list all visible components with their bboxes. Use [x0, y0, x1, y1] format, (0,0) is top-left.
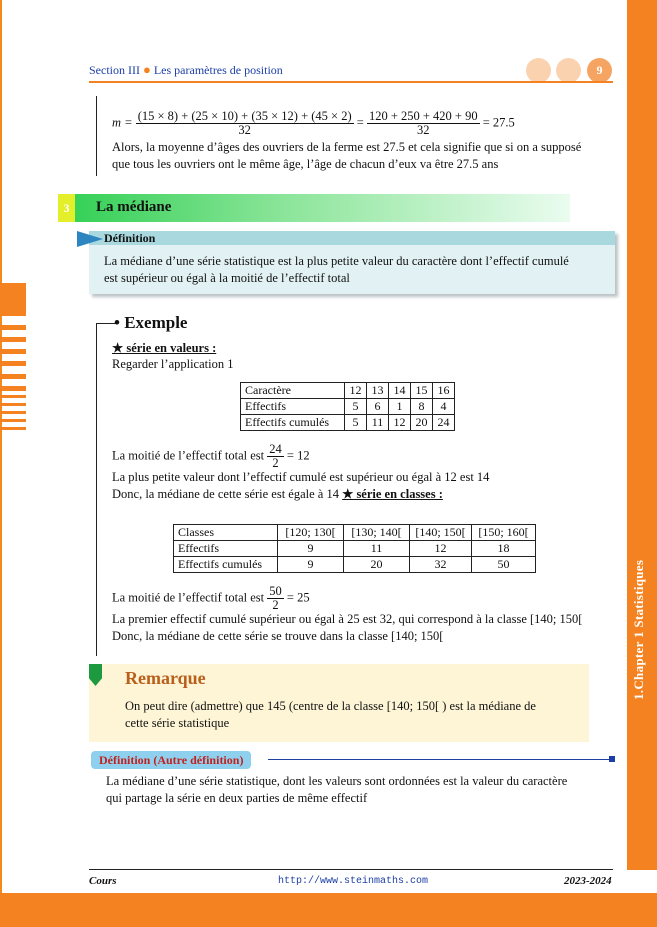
- square-bullet-icon: [609, 756, 615, 762]
- table-serie-valeurs: [240, 382, 455, 431]
- table-row: Effectifs cumulés 9 20 32 50: [174, 557, 536, 573]
- remark-text: On peut dire (admettre) que 145 (centre de la classe [140; 150[ ) est la médiane de cette série statistique: [125, 699, 536, 730]
- section-label: Section III: [89, 63, 140, 77]
- example-intro: Regarder l’application 1: [112, 357, 234, 371]
- mean-text-line: Alors, la moyenne d’âges des ouvriers de la ferme est 27.5 et cela signifie que si on a supposé: [112, 140, 582, 154]
- section-number: 3: [58, 194, 75, 222]
- mean-text-line: que tous les ouvriers ont le même âge, l’âge de chacun d’eux va être 27.5 ans: [112, 157, 499, 171]
- definition-text: La médiane d’une série statistique est la plus petite valeur du caractère dont l’effectif cumulé est supérieur ou égal à la moitié de l’effectif total: [104, 254, 569, 285]
- definition2-label: Définition (Autre définition): [91, 751, 251, 769]
- mean-formula: m = $\frac{(15 \times 8) + (25 \times 10) + (35 \times 12) + (45 \times 2)}{32}$ = $\frac{120 + 250 + 420 + 90}{32}$ = 27.5: [112, 109, 515, 137]
- example-text-line: Donc, la médiane de cette série se trouve dans la classe [140; 150[: [112, 629, 444, 643]
- table-row: Effectifs 5 6 1 8 4: [241, 399, 455, 415]
- table-row: Effectifs cumulés 5 11 12 20 24: [241, 415, 455, 431]
- definition-label: Définition: [104, 231, 156, 245]
- footer-url-link[interactable]: http://www.steinmaths.com: [278, 876, 429, 887]
- table-row: Caractère 12 13 14 15 16: [241, 383, 455, 399]
- example-title: • Exemple: [114, 313, 188, 332]
- section-heading-title: La médiane: [96, 199, 172, 215]
- footer-left-label: Cours: [89, 875, 117, 887]
- table-serie-classes: [173, 524, 536, 573]
- half-total-line: La moitié de l’effectif total est $\frac{50}{2}$ = 25: [112, 584, 310, 612]
- serie-classes-heading: ★ série en classes :: [342, 487, 443, 501]
- footer-year: 2023-2024: [564, 875, 612, 887]
- left-margin-stripes: [0, 0, 26, 927]
- bullet-icon: ●: [142, 62, 151, 77]
- definition2-text: La médiane d’une série statistique, dont les valeurs sont ordonnées est la valeur du caractère qui partage la série en deux parties de même effectif: [106, 774, 568, 805]
- header-section-title: [89, 62, 283, 78]
- half-total-line: La moitié de l’effectif total est $\frac{24}{2}$ = 12: [112, 442, 310, 470]
- header-circle-decor: [526, 58, 551, 83]
- proof-left-rule: [96, 96, 97, 176]
- definition-header: [89, 231, 615, 245]
- bottom-margin-bar: [0, 893, 657, 927]
- chapter-side-label: 1.Chapter 1 Statistiques: [631, 559, 646, 700]
- footer-rule: [89, 869, 613, 870]
- example-top-rule: [96, 323, 116, 324]
- definition2-rule: [268, 759, 612, 760]
- example-text-line: La premier effectif cumulé supérieur ou égal à 25 est 32, qui correspond à la classe [140; 150[: [112, 612, 583, 626]
- example-left-rule: [96, 323, 97, 656]
- header-circle-decor: [556, 58, 581, 83]
- header-rule: [89, 81, 613, 83]
- example-text-line: La plus petite valeur dont l’effectif cumulé est supérieur ou égal à 12 est 14: [112, 470, 490, 484]
- table-row: Effectifs 9 11 12 18: [174, 541, 536, 557]
- example-text-line: Donc, la médiane de cette série est égale à 14 ★ série en classes :: [112, 487, 443, 501]
- serie-valeurs-heading: ★ série en valeurs :: [112, 341, 217, 355]
- right-margin-bar: [627, 0, 657, 870]
- page-number: 9: [587, 58, 612, 83]
- remark-title: Remarque: [125, 668, 206, 688]
- section-title: Les paramètres de position: [153, 63, 283, 77]
- table-row: Classes [120; 130[ [130; 140[ [140; 150[ [150; 160[: [174, 525, 536, 541]
- arrow-right-icon: [77, 231, 103, 247]
